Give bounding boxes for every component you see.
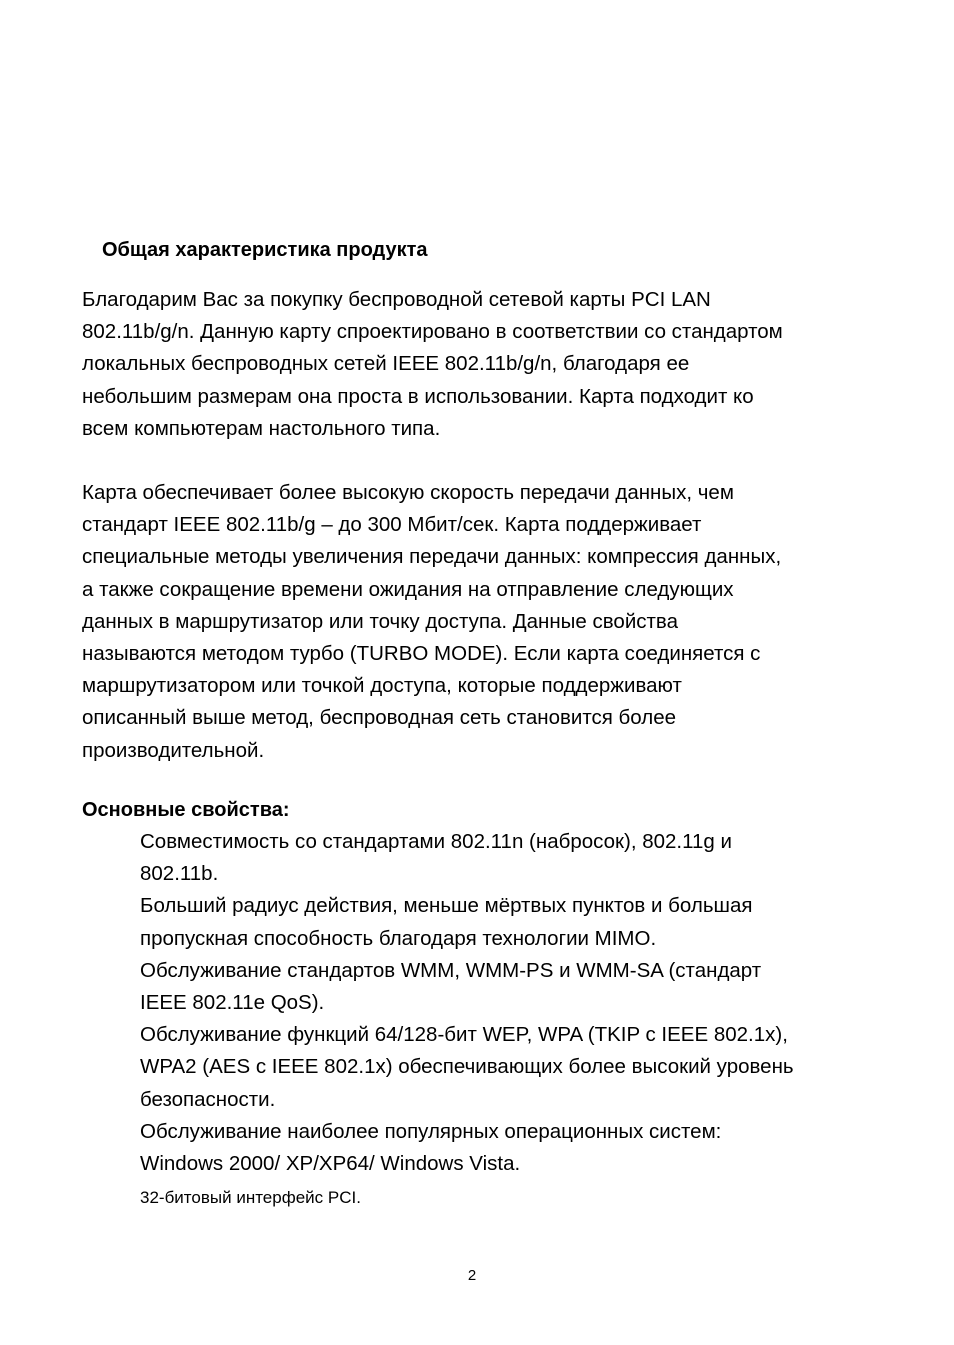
feature-line: WPA2 (AES с IEEE 802.1x) обеспечивающих более высокий уровень <box>140 1055 794 1079</box>
paragraph-line: 802.11b/g/n. Данную карту спроектировано в соответствии со стандартом <box>82 320 783 344</box>
paragraph-line: данных в маршрутизатор или точку доступа. Данные свойства <box>82 609 678 633</box>
feature-line: Больший радиус действия, меньше мёртвых пунктов и большая <box>140 894 753 918</box>
feature-line: 802.11b. <box>140 862 219 886</box>
page-number: 2 <box>467 1267 477 1284</box>
feature-line-pci: 32-битовый интерфейс PCI. <box>140 1188 361 1208</box>
feature-line: Обслуживание функций 64/128-бит WEP, WPA (TKIP с IEEE 802.1x), <box>140 1023 788 1047</box>
section-heading: Общая характеристика продукта <box>102 239 428 261</box>
feature-line: Windows 2000/ XP/XP64/ Windows Vista. <box>140 1152 521 1176</box>
features-list <box>140 826 880 1212</box>
speed-paragraph <box>82 477 882 767</box>
paragraph-line: специальные методы увеличения передачи данных: компрессия данных, <box>82 545 782 569</box>
paragraph-line: небольшим размерам она проста в использовании. Карта подходит ко <box>82 384 754 408</box>
feature-line: Обслуживание стандартов WMM, WMM-PS и WMM-SA (стандарт <box>140 958 762 982</box>
paragraph-line: локальных беспроводных сетей IEEE 802.11b/g/n, благодаря ее <box>82 352 690 376</box>
features-heading: Основные свойства: <box>82 799 290 821</box>
feature-line: безопасности. <box>140 1087 276 1111</box>
feature-line: IEEE 802.11e QoS). <box>140 991 325 1015</box>
paragraph-line: маршрутизатором или точкой доступа, которые поддерживают <box>82 674 682 698</box>
feature-line: пропускная способность благодаря технологии MIMO. <box>140 926 657 950</box>
paragraph-line: называются методом турбо (TURBO MODE). Если карта соединяется с <box>82 642 761 666</box>
feature-line: Совместимость со стандартами 802.11n (набросок), 802.11g и <box>140 830 732 853</box>
paragraph-line: всем компьютерам настольного типа. <box>82 416 441 440</box>
paragraph-line: стандарт IEEE 802.11b/g – до 300 Мбит/сек. Карта поддерживает <box>82 513 702 537</box>
paragraph-line: а также сокращение времени ожидания на отправление следующих <box>82 577 734 601</box>
feature-line: Обслуживание наиболее популярных операционных систем: <box>140 1119 722 1143</box>
paragraph-line: описанный выше метод, беспроводная сеть становится более <box>82 706 676 730</box>
paragraph-line: Благодарим Вас за покупку беспроводной сетевой карты PCI LAN <box>82 288 711 311</box>
paragraph-line: Карта обеспечивает более высокую скорость передачи данных, чем <box>82 481 734 504</box>
intro-paragraph <box>82 284 882 445</box>
paragraph-line: производительной. <box>82 738 265 762</box>
